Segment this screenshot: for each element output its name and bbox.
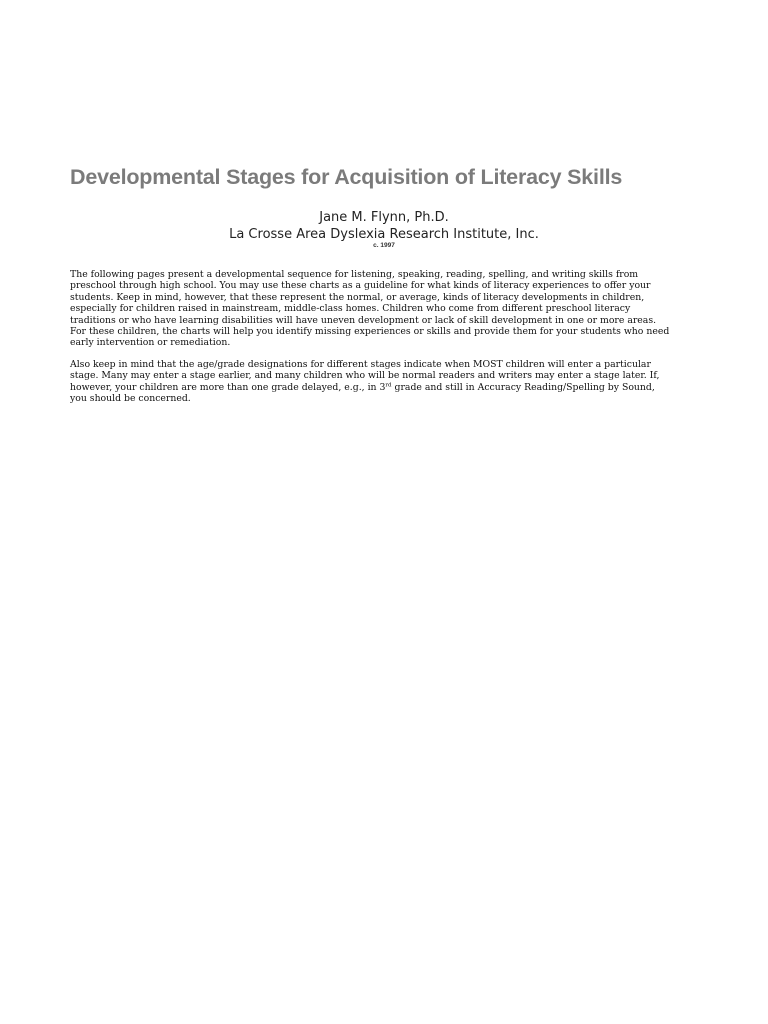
paragraph-line: Also keep in mind that the age/grade designations for different stages indicate when MOST children will enter a particular <box>70 359 651 370</box>
paragraph-line: especially for children raised in mainstream, middle-class homes. Children who come from different preschool literacy <box>70 303 631 315</box>
institute-name: La Crosse Area Dyslexia Research Institute, Inc. <box>229 227 539 242</box>
intro-paragraph <box>70 269 710 349</box>
document-title: Developmental Stages for Acquisition of Literacy Skills <box>70 165 623 189</box>
copyright-year: c. 1997 <box>373 242 395 249</box>
paragraph-line: The following pages present a developmental sequence for listening, speaking, reading, spelling, and writing skills from <box>70 269 639 280</box>
paragraph-line: early intervention or remediation. <box>70 337 231 349</box>
paragraph-line: students. Keep in mind, however, that these represent the normal, or average, kinds of literacy developments in children, <box>70 291 645 303</box>
paragraph-line: preschool through high school. You may use these charts as a guideline for what kinds of literacy experiences to offer your <box>70 280 651 292</box>
paragraph-line: For these children, the charts will help you identify missing experiences or skills and provide them for your students who need <box>70 326 670 338</box>
line-text: grade and still in Accuracy Reading/Spelling by Sound, <box>391 381 655 393</box>
paragraph-line: you should be concerned. <box>70 393 191 405</box>
ordinal-superscript: rd <box>385 382 392 389</box>
paragraph-line: stage. Many may enter a stage earlier, and many children who will be normal readers and writers may enter a stage later. If, <box>70 370 660 382</box>
paragraph-line: traditions or who have learning disabilities will have uneven development or lack of skill development in one or more areas. <box>70 314 657 326</box>
paragraph-line <box>70 382 710 393</box>
line-text: however, your children are more than one grade delayed, e.g., in 3 <box>70 381 386 393</box>
caution-paragraph <box>70 359 710 405</box>
author-name: Jane M. Flynn, Ph.D. <box>319 210 449 225</box>
